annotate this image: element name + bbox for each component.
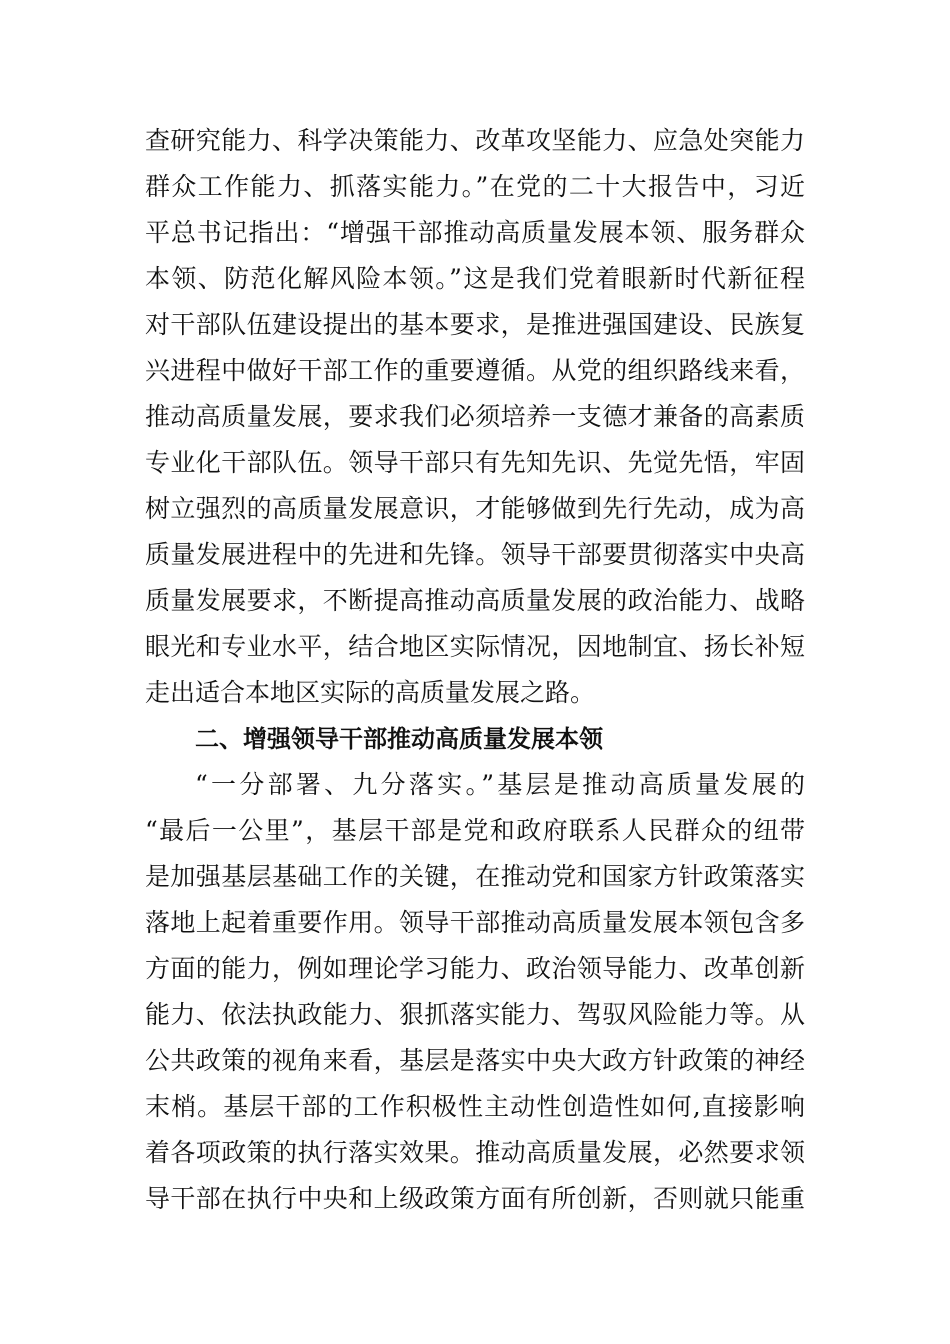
paragraph-line: 群众工作能力、抓落实能力。”在党的二十大报告中，习近	[145, 172, 805, 201]
paragraph-line: 方面的能力，例如理论学习能力、政治领导能力、改革创新	[145, 954, 805, 983]
paragraph-line: 对干部队伍建设提出的基本要求，是推进强国建设、民族复	[145, 310, 805, 339]
paragraph-line: 兴进程中做好干部工作的重要遵循。从党的组织路线来看，	[145, 356, 805, 385]
paragraph-line: 公共政策的视角来看，基层是落实中央大政方针政策的神经	[145, 1046, 805, 1075]
paragraph-line: 树立强烈的高质量发展意识，才能够做到先行先动，成为高	[145, 494, 805, 523]
paragraph-line: 着各项政策的执行落实效果。推动高质量发展，必然要求领	[145, 1138, 805, 1167]
paragraph-line: “一分部署、九分落实。”基层是推动高质量发展的	[195, 770, 805, 799]
paragraph-line: 能力、依法执政能力、狠抓落实能力、驾驭风险能力等。从	[145, 1000, 805, 1029]
paragraph-line: 质量发展要求，不断提高推动高质量发展的政治能力、战略	[145, 586, 805, 615]
paragraph-line: 是加强基层基础工作的关键，在推动党和国家方针政策落实	[145, 862, 805, 891]
paragraph-line: 推动高质量发展，要求我们必须培养一支德才兼备的高素质	[145, 402, 805, 431]
paragraph-line: “最后一公里”，基层干部是党和政府联系人民群众的纽带	[145, 816, 805, 845]
paragraph-line: 质量发展进程中的先进和先锋。领导干部要贯彻落实中央高	[145, 540, 805, 569]
paragraph-line: 本领、防范化解风险本领。”这是我们党着眼新时代新征程	[145, 264, 805, 293]
paragraph-line: 末梢。基层干部的工作积极性主动性创造性如何,直接影响	[145, 1092, 805, 1121]
paragraph-line: 查研究能力、科学决策能力、改革攻坚能力、应急处突能力	[145, 126, 805, 155]
section-heading: 二、增强领导干部推动高质量发展本领	[195, 725, 603, 753]
paragraph-line: 专业化干部队伍。领导干部只有先知先识、先觉先悟，牢固	[145, 448, 805, 477]
paragraph-line: 眼光和专业水平，结合地区实际情况，因地制宜、扬长补短	[145, 632, 805, 661]
paragraph-line: 落地上起着重要作用。领导干部推动高质量发展本领包含多	[145, 908, 805, 937]
paragraph-line: 平总书记指出：“增强干部推动高质量发展本领、服务群众	[145, 218, 805, 247]
paragraph-line: 导干部在执行中央和上级政策方面有所创新，否则就只能重	[145, 1184, 805, 1213]
paragraph-line: 走出适合本地区实际的高质量发展之路。	[145, 678, 596, 707]
